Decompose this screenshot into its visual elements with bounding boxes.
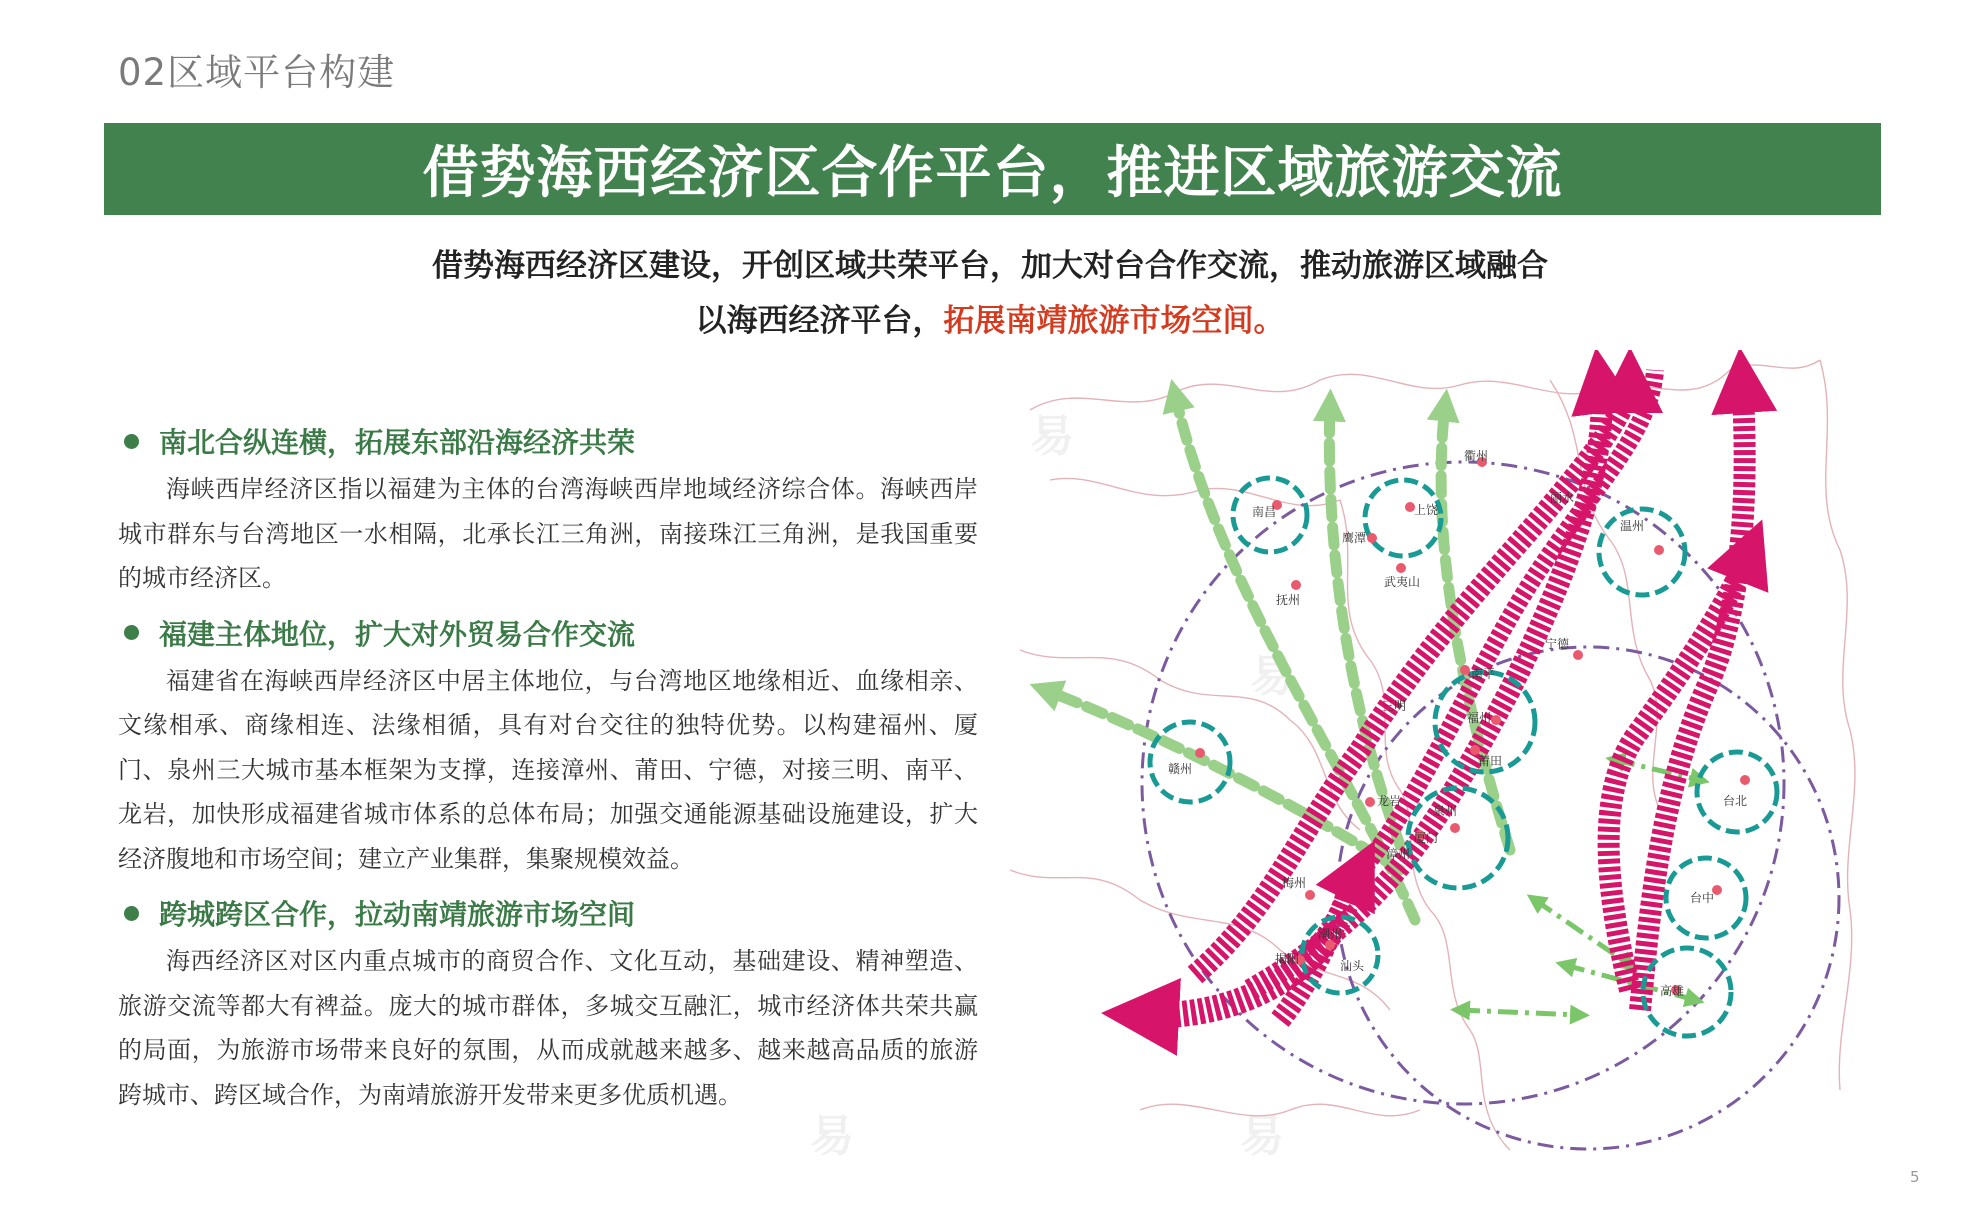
- key-point-heading-text: 福建主体地位，扩大对外贸易合作交流: [159, 617, 636, 651]
- green-flow-arrows: [1045, 395, 1510, 920]
- key-point-body: 海西经济区对区内重点城市的商贸合作、文化互动，基础建设、精神塑造、旅游交流等都大有裨益。庞大的城市群体，多城交互融汇，城市经济体共荣共赢的局面，为旅游市场带来良好的氛围，从而成就越来越多、越来越高品质的旅游跨城市、跨区域合作，为南靖旅游开发带来更多优质机遇。: [118, 947, 978, 1109]
- city-label-taibei: 台北: [1723, 794, 1748, 808]
- city-label-nanping: 南平: [1471, 667, 1496, 681]
- regional-map: [990, 350, 1880, 1170]
- city-label-meizhou: 梅州: [1282, 876, 1307, 890]
- city-label-gaoxiong: 高雄: [1660, 984, 1685, 998]
- key-point-heading: [118, 415, 978, 467]
- city-label-nanchang: 南昌: [1252, 505, 1277, 519]
- big-circle-south: [1337, 647, 1839, 1149]
- city-label-chaozhou: 潮州: [1318, 927, 1343, 941]
- key-point-heading: [118, 887, 978, 939]
- city-label-yingtan: 鹰潭: [1342, 531, 1367, 545]
- city-label-wuyishan: 武夷山: [1384, 575, 1421, 589]
- key-point-heading: [118, 607, 978, 659]
- city-label-quanzhou: 泉州: [1433, 804, 1458, 818]
- watermark: 易: [810, 1111, 854, 1162]
- subtitle-line-2-highlight: 拓展南靖旅游市场空间。: [943, 303, 1285, 339]
- city-label-fuzhou: 福州: [1467, 711, 1492, 725]
- key-point: [118, 887, 978, 1117]
- bullet-dot-icon: [124, 625, 139, 640]
- subtitle-line-2-prefix: 以海西经济平台，: [695, 303, 944, 339]
- city-label-taizhong: 台中: [1690, 891, 1715, 905]
- city-label-lishui: 丽水: [1550, 491, 1575, 505]
- city-label-fuzhou-jx: 抚州: [1276, 593, 1301, 607]
- key-point-heading-text: 跨城跨区合作，拉动南靖旅游市场空间: [159, 898, 636, 931]
- watermark: 易: [1030, 411, 1074, 462]
- subtitle-line-2: [0, 295, 1980, 340]
- city-label-xiamen: 厦门: [1414, 831, 1439, 845]
- key-point-body: 福建省在海峡西岸经济区中居主体地位，与台湾地区地缘相近、血缘相亲、文缘相承、商缘相连、法缘相循，具有对台交往的独特优势。以构建福州、厦门、泉州三大城市基本框架为支撑，连接漳州、莆田、宁德，对接三明、南平、龙岩，加快形成福建省城市体系的总体布局；加强交通能源基础设施建设，扩大经济腹地和市场空间；建立产业集群，集聚规模效益。: [118, 666, 978, 873]
- section-label: 02区域平台构建: [118, 51, 396, 94]
- city-label-longyan: 龙岩: [1377, 794, 1402, 808]
- key-point-body: 海峡西岸经济区指以福建为主体的台湾海峡西岸地域经济综合体。海峡西岸城市群东与台湾地区一水相隔，北承长江三角洲，南接珠江三角洲，是我国重要的城市经济区。: [118, 475, 978, 592]
- page-number: 5: [1910, 1168, 1920, 1186]
- city-label-quzhou: 衢州: [1464, 449, 1489, 463]
- banner-title: 借势海西经济区合作平台，推进区域旅游交流: [422, 141, 1563, 206]
- key-point: [118, 607, 978, 882]
- key-points: [118, 415, 978, 1123]
- key-point: [118, 415, 978, 601]
- city-label-zhangzhou: 漳州: [1386, 847, 1411, 861]
- city-label-ningde: 宁德: [1545, 637, 1570, 651]
- title-banner: [104, 123, 1881, 215]
- city-label-shangrao: 上饶: [1414, 503, 1439, 517]
- bullet-dot-icon: [124, 906, 139, 921]
- city-label-sanming: 三明: [1382, 699, 1407, 713]
- city-label-wenzhou: 温州: [1620, 519, 1645, 533]
- regional-map-svg: [990, 350, 1880, 1170]
- watermark: 易: [1250, 651, 1294, 702]
- subtitle-line-1: 借势海西经济区建设，开创区域共荣平台，加大对台合作交流，推动旅游区域融合: [432, 248, 1548, 284]
- key-point-heading-text: 南北合纵连横，拓展东部沿海经济共荣: [159, 426, 636, 459]
- city-label-ganzhou: 赣州: [1168, 762, 1193, 776]
- bullet-dot-icon: [124, 434, 139, 449]
- city-label-jieyang: 揭阳: [1275, 952, 1300, 966]
- city-label-shantou: 汕头: [1340, 959, 1365, 973]
- city-label-putian: 莆田: [1478, 754, 1503, 768]
- watermark: 易: [1240, 1111, 1284, 1162]
